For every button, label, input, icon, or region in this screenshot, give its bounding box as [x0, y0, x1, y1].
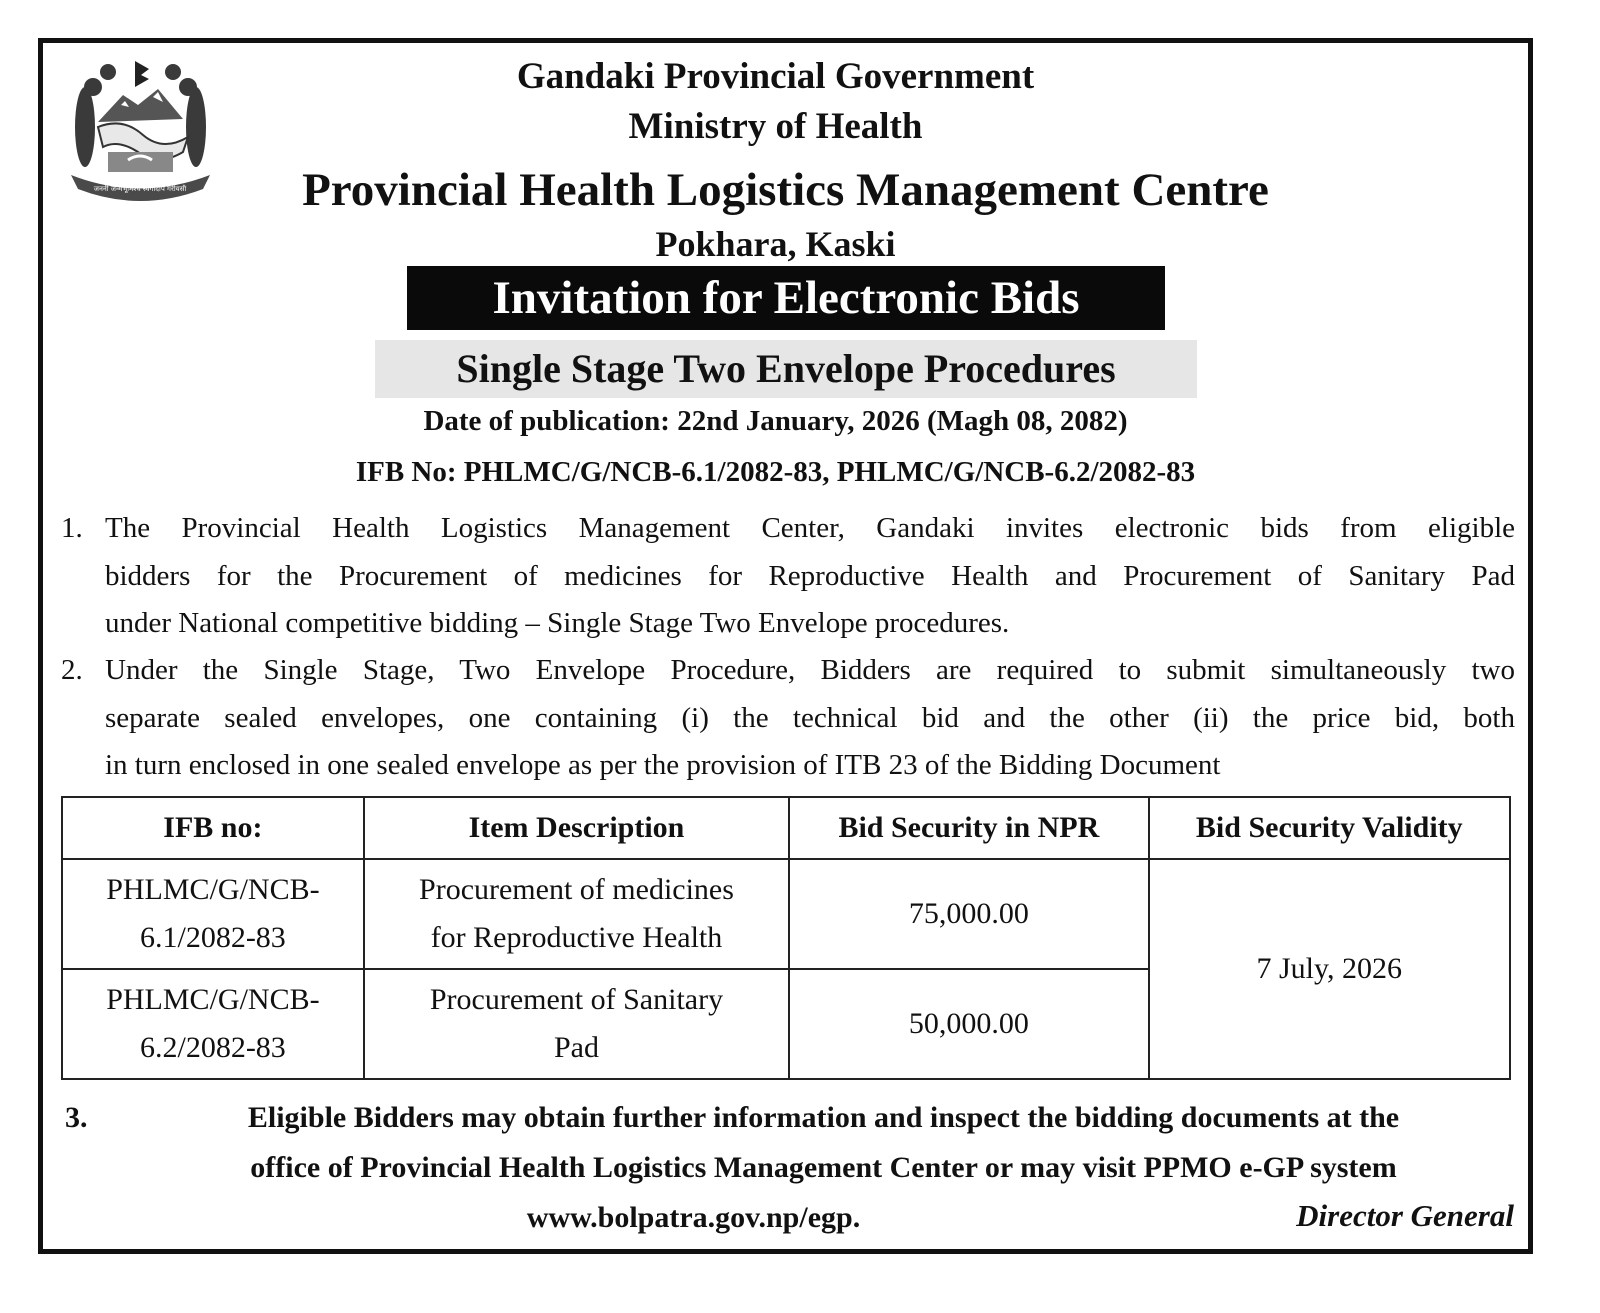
- column-header-ifb: IFB no:: [62, 797, 364, 859]
- paragraph-line: separate sealed envelopes, one containing (i) the technical bid and the other (ii) the price bid, both: [105, 701, 1515, 734]
- ifb-cell: [62, 859, 364, 969]
- description-line: Procurement of Sanitary: [429, 983, 724, 1016]
- egp-link[interactable]: www.bolpatra.gov.np/egp.: [526, 1201, 861, 1234]
- publication-date: Date of publication: 22nd January, 2026 (Magh 08, 2082): [423, 405, 1128, 437]
- paragraph-line: bidders for the Procurement of medicines for Reproductive Health and Procurement of Sanitary Pad: [105, 559, 1515, 592]
- notice-title: Invitation for Electronic Bids: [407, 266, 1165, 330]
- centre-name: Provincial Health Logistics Management Centre: [302, 164, 1269, 216]
- signatory-title: Director General: [1296, 1198, 1514, 1233]
- ifb-numbers: IFB No: PHLMC/G/NCB-6.1/2082-83, PHLMC/G/NCB-6.2/2082-83: [355, 456, 1196, 488]
- ministry-name: Ministry of Health: [628, 106, 923, 147]
- paragraph-line: Eligible Bidders may obtain further information and inspect the bidding documents at the: [247, 1101, 1400, 1134]
- security-cell: 50,000.00: [789, 969, 1148, 1079]
- description-line: Pad: [553, 1031, 599, 1064]
- paragraph-2: [61, 647, 1515, 790]
- paragraph-number: 2.: [61, 654, 83, 686]
- ifb-line: PHLMC/G/NCB-: [106, 873, 320, 906]
- paragraph-line: under National competitive bidding – Single Stage Two Envelope procedures.: [105, 607, 1010, 639]
- security-cell: 75,000.00: [789, 859, 1148, 969]
- description-cell: [364, 969, 789, 1079]
- table-header-row: [62, 797, 1510, 859]
- notice-subtitle: Single Stage Two Envelope Procedures: [375, 340, 1197, 398]
- paragraph-number: 1.: [61, 512, 83, 544]
- paragraph-1: [61, 505, 1515, 648]
- paragraph-line: in turn enclosed in one sealed envelope as per the provision of ITB 23 of the Bidding Document: [105, 749, 1221, 781]
- ifb-line: 6.2/2082-83: [139, 1031, 286, 1064]
- description-line: Procurement of medicines: [419, 873, 734, 906]
- paragraph-line: Under the Single Stage, Two Envelope Procedure, Bidders are required to submit simultaneously two: [105, 654, 1515, 686]
- location: Pokhara, Kaski: [655, 224, 896, 264]
- column-header-validity: Bid Security Validity: [1149, 797, 1510, 859]
- description-line: for Reproductive Health: [430, 921, 723, 954]
- paragraph-line: office of Provincial Health Logistics Management Center or may visit PPMO e-GP system: [250, 1151, 1397, 1184]
- bid-table: [61, 796, 1511, 1080]
- svg-text:जननी जन्मभूमिश्च स्वर्गादपि गर: जननी जन्मभूमिश्च स्वर्गादपि गरीयसी: [93, 185, 187, 193]
- notice-frame: [38, 38, 1533, 1254]
- paragraph-number: 3.: [65, 1101, 88, 1134]
- table-row: [62, 859, 1510, 969]
- column-header-description: Item Description: [364, 797, 789, 859]
- ifb-line: PHLMC/G/NCB-: [106, 983, 320, 1016]
- government-name: Gandaki Provincial Government: [516, 56, 1035, 97]
- ifb-line: 6.1/2082-83: [139, 921, 286, 954]
- paragraph-line: The Provincial Health Logistics Management Center, Gandaki invites electronic bids from eligible: [105, 512, 1515, 544]
- column-header-security: Bid Security in NPR: [789, 797, 1148, 859]
- validity-cell: 7 July, 2026: [1149, 859, 1510, 1079]
- ifb-cell: [62, 969, 364, 1079]
- description-cell: [364, 859, 789, 969]
